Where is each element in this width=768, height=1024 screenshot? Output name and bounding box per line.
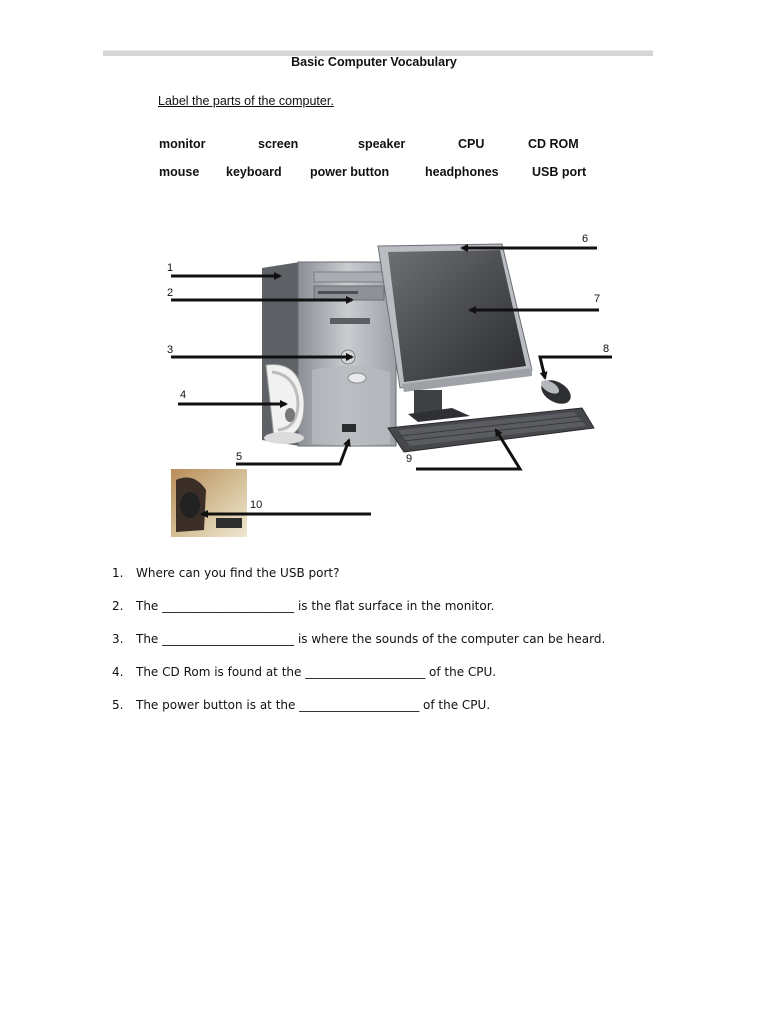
word-headphones: headphones xyxy=(425,165,499,179)
label-number-2: 2 xyxy=(167,287,174,299)
question-text: The ______________________ is the flat surface in the monitor. xyxy=(136,599,495,613)
label-number-9: 9 xyxy=(406,453,413,465)
question-number: 5. xyxy=(112,698,124,712)
question-number: 3. xyxy=(112,632,124,646)
word-mouse: mouse xyxy=(159,165,200,179)
word-usb-port: USB port xyxy=(532,165,587,179)
question-item xyxy=(112,566,339,580)
label-number-6: 6 xyxy=(582,233,589,245)
word-speaker: speaker xyxy=(358,137,406,151)
label-number-5: 5 xyxy=(236,451,243,463)
word-power-button: power button xyxy=(310,165,390,179)
word-cpu: CPU xyxy=(458,137,485,151)
question-number: 2. xyxy=(112,599,124,613)
word-keyboard: keyboard xyxy=(226,165,282,179)
question-text: The CD Rom is found at the ____________________ of the CPU. xyxy=(136,665,497,679)
question-text: The power button is at the ____________________ of the CPU. xyxy=(136,698,491,712)
question-item xyxy=(112,698,490,712)
question-item xyxy=(112,665,496,679)
question-text: The ______________________ is where the sounds of the computer can be heard. xyxy=(136,632,606,646)
label-number-1: 1 xyxy=(167,262,174,274)
word-monitor: monitor xyxy=(159,137,206,151)
label-number-8: 8 xyxy=(603,343,610,355)
arrow-8 xyxy=(540,357,612,378)
worksheet-title: Basic Computer Vocabulary xyxy=(291,55,457,69)
worksheet-instruction: Label the parts of the computer. xyxy=(158,94,334,108)
label-number-4: 4 xyxy=(180,389,187,401)
question-item xyxy=(112,632,605,646)
monitor-shape xyxy=(378,244,532,422)
label-number-7: 7 xyxy=(594,293,601,305)
word-cd-rom: CD ROM xyxy=(528,137,579,151)
word-screen: screen xyxy=(258,137,299,151)
mouse-shape xyxy=(537,375,575,408)
label-number-10: 10 xyxy=(250,499,263,511)
question-number: 4. xyxy=(112,665,124,679)
question-item xyxy=(112,599,494,613)
question-number: 1. xyxy=(112,566,124,580)
question-text: Where can you find the USB port? xyxy=(136,566,340,580)
headphones-photo xyxy=(171,469,247,537)
label-number-3: 3 xyxy=(167,344,174,356)
